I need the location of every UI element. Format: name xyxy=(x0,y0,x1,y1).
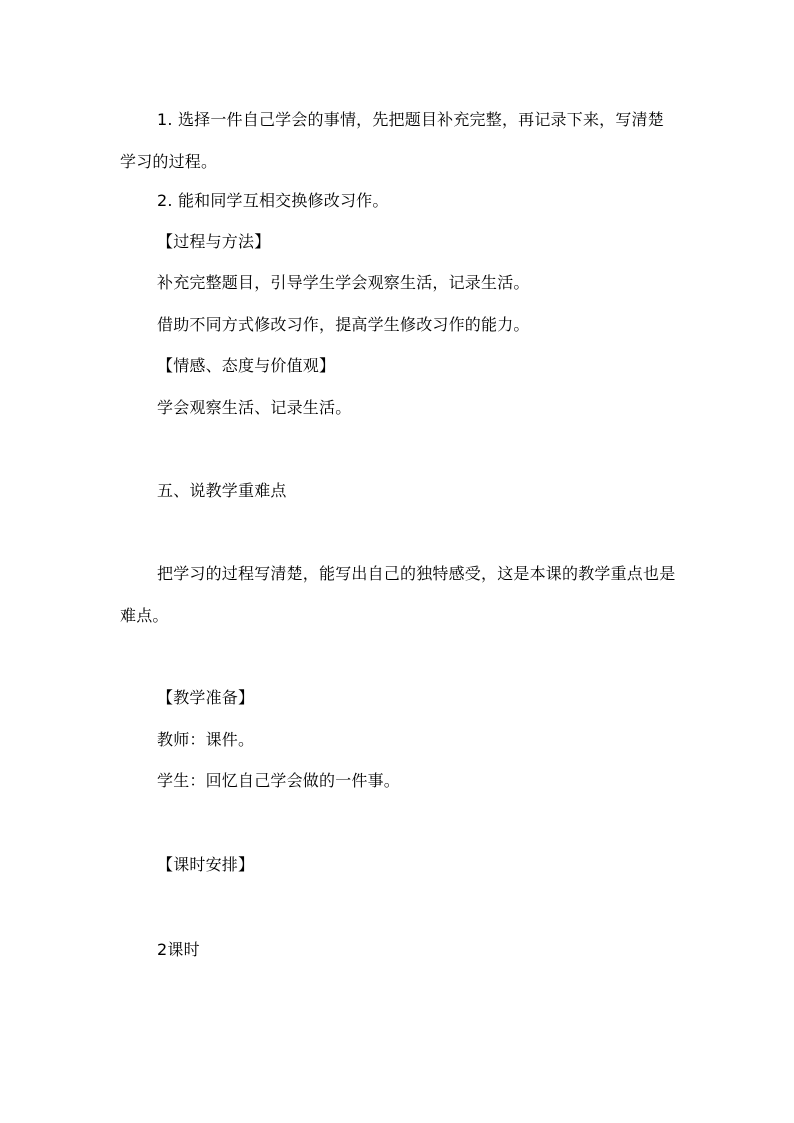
process-item-1: 补充完整题目，引导学生学会观察生活，记录生活。 xyxy=(157,273,530,292)
emotion-item-1: 学会观察生活、记录生活。 xyxy=(157,398,352,417)
key-difficulty-paragraph: 把学习的过程写清楚，能写出自己的独特感受，这是本课的教学重点也是难点。 xyxy=(120,564,676,625)
section-5-heading: 五、说教学重难点 xyxy=(157,481,287,500)
objective-item-1: 1. 选择一件自己学会的事情，先把题目补充完整，再记录下来，写清楚学习的过程。 xyxy=(120,110,664,171)
heading-class-schedule: 【课时安排】 xyxy=(157,855,255,874)
schedule-value: 2课时 xyxy=(157,940,200,959)
prep-student: 学生：回忆自己学会做的一件事。 xyxy=(157,771,401,790)
objective-item-2: 2. 能和同学互相交换修改习作。 xyxy=(157,191,389,210)
prep-teacher: 教师：课件。 xyxy=(157,730,255,749)
heading-emotion-values: 【情感、态度与价值观】 xyxy=(157,356,336,375)
heading-process-method: 【过程与方法】 xyxy=(157,232,271,251)
heading-teaching-prep: 【教学准备】 xyxy=(157,688,255,707)
process-item-2: 借助不同方式修改习作，提高学生修改习作的能力。 xyxy=(157,315,530,334)
